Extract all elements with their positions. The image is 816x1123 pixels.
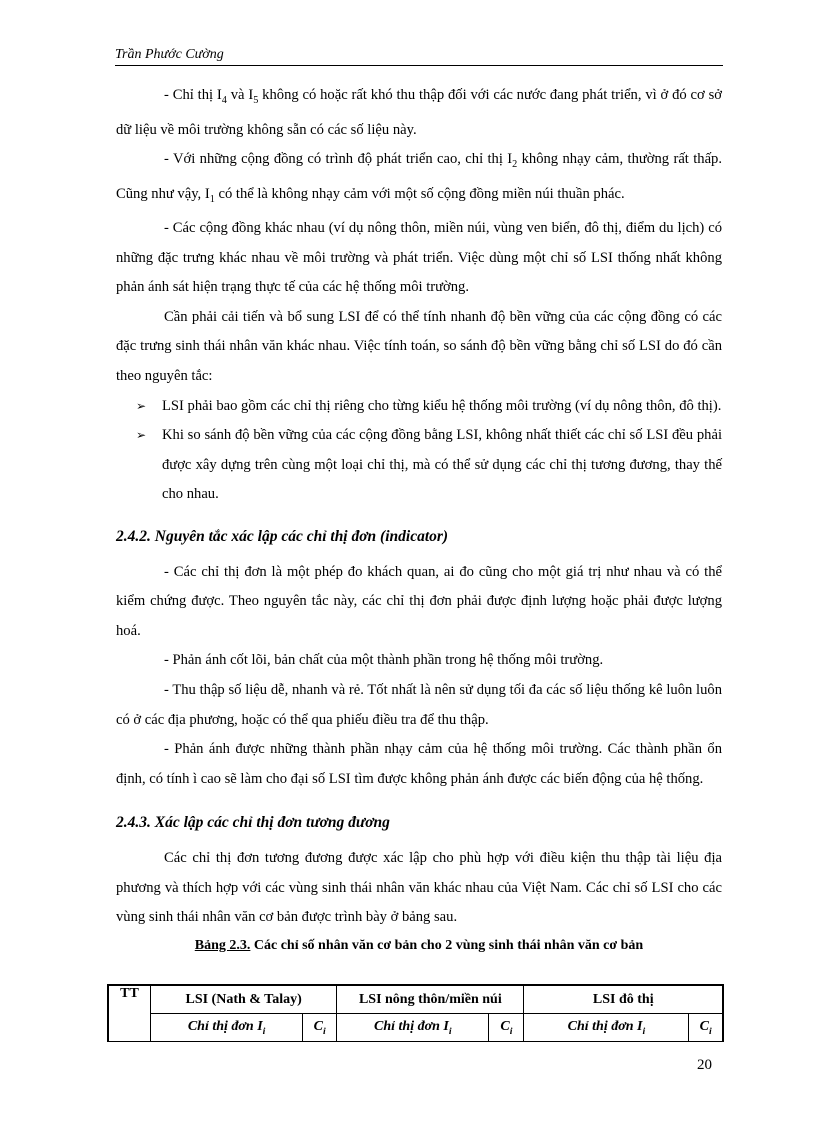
col-tt: TT: [108, 985, 151, 1042]
subcol-weight: $C_i$: [689, 1014, 723, 1042]
header-rule: [115, 65, 723, 66]
page-content: [116, 81, 722, 957]
col-group-nath-talay: LSI (Nath & Talay): [151, 985, 337, 1014]
paragraph: Các chỉ thị đơn tương đương được xác lập cho phù hợp với điều kiện thu thập tài liệu địa phương và thích hợp với các vùng sinh thái nhân văn khác nhau của Việt Nam. Các chỉ số LSI cho các vùng sinh thái nhân văn cơ bản được trình bày ở bảng sau.: [116, 849, 722, 926]
paragraph-indicator-i2-i1: - Với những cộng đồng có trình độ phát triển cao, chỉ thị $I_2$ không nhạy cảm, thường rất thấp. Cũng như vậy, $I_1$ có thể là không nhạy cảm với một số cộng đồng miền núi thuần phác.: [116, 151, 722, 205]
lsi-table: [107, 984, 724, 1042]
subcol-weight: $C_i$: [489, 1014, 524, 1042]
arrow-bullet-icon: ➢: [136, 398, 147, 413]
subcol-indicator: Chỉ thị đơn $I_i$: [524, 1014, 689, 1042]
bullet-item: ➢ LSI phải bao gồm các chỉ thị riêng cho từng kiểu hệ thống môi trường (ví dụ nông thôn, đô thị).: [116, 392, 722, 422]
arrow-bullet-icon: ➢: [136, 428, 147, 443]
subcol-indicator: Chỉ thị đơn $I_i$: [151, 1014, 303, 1042]
paragraph: - Phản ánh được những thành phần nhạy cảm của hệ thống môi trường. Các thành phần ổn định, có tính ì cao sẽ làm cho đại số LSI tìm được không phản ánh được các biến động của hệ thống.: [116, 741, 722, 787]
paragraph-improve-lsi: Cần phải cải tiến và bổ sung LSI để có thể tính nhanh độ bền vững của các cộng đồng có các đặc trưng sinh thái nhân văn khác nhau. Việc tính toán, so sánh độ bền vững bằng chỉ số LSI do đó cần theo nguyên tắc:: [116, 308, 722, 385]
col-group-urban: LSI đô thị: [524, 985, 723, 1014]
running-header-author: Trần Phước Cường: [115, 47, 224, 62]
section-heading-2-4-2: 2.4.2. Nguyên tắc xác lập các chỉ thị đơn (indicator): [116, 528, 449, 546]
paragraph: - Phản ánh cốt lõi, bản chất của một thành phần trong hệ thống môi trường.: [164, 652, 604, 669]
paragraph-indicator-i4-i5: - Chỉ thị $I_4$ và $I_5$ không có hoặc rất khó thu thập đối với các nước đang phát triển, vì ở đó cơ sở dữ liệu về môi trường không sẵn có các số liệu này.: [116, 87, 722, 138]
paragraph: - Các chỉ thị đơn là một phép đo khách quan, ai đo cũng cho một giá trị như nhau và có thể kiểm chứng được. Theo nguyên tắc này, các chỉ thị đơn phải được định lượng hoặc phải được lượng hoá.: [116, 563, 722, 639]
subcol-weight: $C_i$: [303, 1014, 337, 1042]
paragraph-communities: - Các cộng đồng khác nhau (ví dụ nông thôn, miền núi, vùng ven biển, đô thị, điểm du lịch) có những đặc trưng khác nhau về môi trường và phát triển. Việc dùng một chỉ số LSI thống nhất không phản ánh sát hiện trạng thực tế của các hệ thống môi trường.: [116, 220, 722, 296]
paragraph: - Thu thập số liệu dễ, nhanh và rẻ. Tốt nhất là nên sử dụng tối đa các số liệu thống kê luôn luôn có ở các địa phương, hoặc có thể qua phiếu điều tra để thu thập.: [116, 682, 722, 728]
bullet-item: ➢ Khi so sánh độ bền vững của các cộng đồng bằng LSI, không nhất thiết các chỉ số LSI đều phải được xây dựng trên cùng một loại chỉ thị, mà có thể sử dụng các chỉ thị tương đương, thay thế cho nhau.: [116, 421, 722, 510]
table-caption: Bảng 2.3. Các chỉ số nhân văn cơ bản cho 2 vùng sinh thái nhân văn cơ bản: [194, 937, 644, 953]
col-group-rural: LSI nông thôn/miền núi: [337, 985, 524, 1014]
page-number: 20: [697, 1057, 712, 1073]
subcol-indicator: Chỉ thị đơn $I_i$: [337, 1014, 489, 1042]
section-heading-2-4-3: 2.4.3. Xác lập các chỉ thị đơn tương đương: [116, 814, 390, 832]
table-header-row: [108, 985, 723, 1014]
table-subheader-row: [108, 1014, 723, 1042]
